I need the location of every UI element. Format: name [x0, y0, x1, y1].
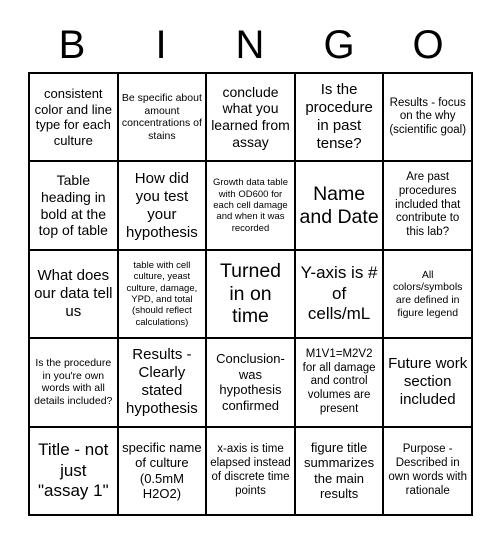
bingo-cell[interactable] [206, 250, 295, 338]
bingo-cell[interactable] [29, 250, 118, 338]
cell-text: Be specific about amount concentrations of stains [121, 92, 202, 142]
bingo-cell[interactable] [29, 338, 118, 426]
cell-text: conclude what you learned from assay [211, 83, 290, 150]
bingo-cell[interactable] [118, 338, 207, 426]
cell-text: Future work section included [388, 355, 468, 409]
cell-text: table with cell culture, yeast culture, damage, YPD, and total (should reflect calculations) [126, 259, 198, 328]
cell-text: Purpose - Described in own words with rationale [388, 443, 467, 497]
cell-text: Conclusion- was hypothesis confirmed [216, 351, 285, 413]
header-letter-o: O [412, 23, 445, 67]
bingo-cell[interactable] [118, 161, 207, 249]
cell-text: Turned in on time [219, 260, 282, 328]
cell-text: x-axis is time elapsed instead of discrete time points [210, 443, 291, 497]
bingo-cell[interactable] [383, 427, 472, 515]
bingo-cell[interactable] [29, 161, 118, 249]
bingo-cell[interactable] [383, 73, 472, 161]
bingo-cell[interactable] [29, 73, 118, 161]
bingo-header [28, 20, 473, 70]
bingo-cell[interactable] [29, 427, 118, 515]
cell-text: consistent color and line type for each culture [34, 86, 112, 148]
header-letter-i: I [155, 23, 168, 67]
cell-text: Table heading in bold at the top of table [38, 172, 108, 239]
bingo-cell[interactable] [118, 250, 207, 338]
bingo-cell[interactable] [383, 338, 472, 426]
cell-text: M1V1=M2V2 for all damage and control volumes are present [302, 347, 376, 416]
bingo-cell[interactable] [206, 73, 295, 161]
cell-text: Y-axis is # of cells/mL [300, 263, 378, 324]
cell-text: What does our data tell us [34, 266, 113, 320]
cell-text: Is the procedure in past tense? [305, 81, 373, 153]
bingo-cell[interactable] [206, 338, 295, 426]
cell-text: Growth data table with OD600 for each cell damage and when it was recorded [212, 177, 288, 234]
bingo-cell[interactable] [295, 73, 384, 161]
cell-text: Results - focus on the why (scientific goal) [389, 96, 467, 137]
bingo-cell[interactable] [295, 427, 384, 515]
bingo-cell[interactable] [383, 161, 472, 249]
cell-text: How did you test your hypothesis [126, 169, 198, 241]
bingo-cell[interactable] [118, 427, 207, 515]
header-letter-g: G [323, 23, 356, 67]
cell-text: Name and Date [299, 183, 379, 228]
cell-text: Is the procedure in you're own words with all details included? [34, 357, 113, 407]
cell-text: figure title summarizes the main results [304, 439, 375, 502]
cell-text: specific name of culture (0.5mM H2O2) [122, 439, 202, 502]
cell-text: Title - not just "assay 1" [37, 440, 109, 500]
header-letter-n: N [235, 23, 266, 67]
bingo-cell[interactable] [206, 427, 295, 515]
cell-text: Are past procedures included that contribute to this lab? [395, 171, 461, 239]
cell-text: Results - Clearly stated hypothesis [126, 346, 198, 418]
bingo-grid [28, 72, 473, 516]
bingo-cell[interactable] [295, 250, 384, 338]
bingo-cell[interactable] [206, 161, 295, 249]
cell-text: All colors/symbols are defined in figure legend [392, 268, 463, 319]
bingo-cell[interactable] [295, 338, 384, 426]
bingo-cell[interactable] [118, 73, 207, 161]
header-letter-b: B [58, 23, 87, 67]
bingo-cell[interactable] [383, 250, 472, 338]
bingo-cell[interactable] [295, 161, 384, 249]
